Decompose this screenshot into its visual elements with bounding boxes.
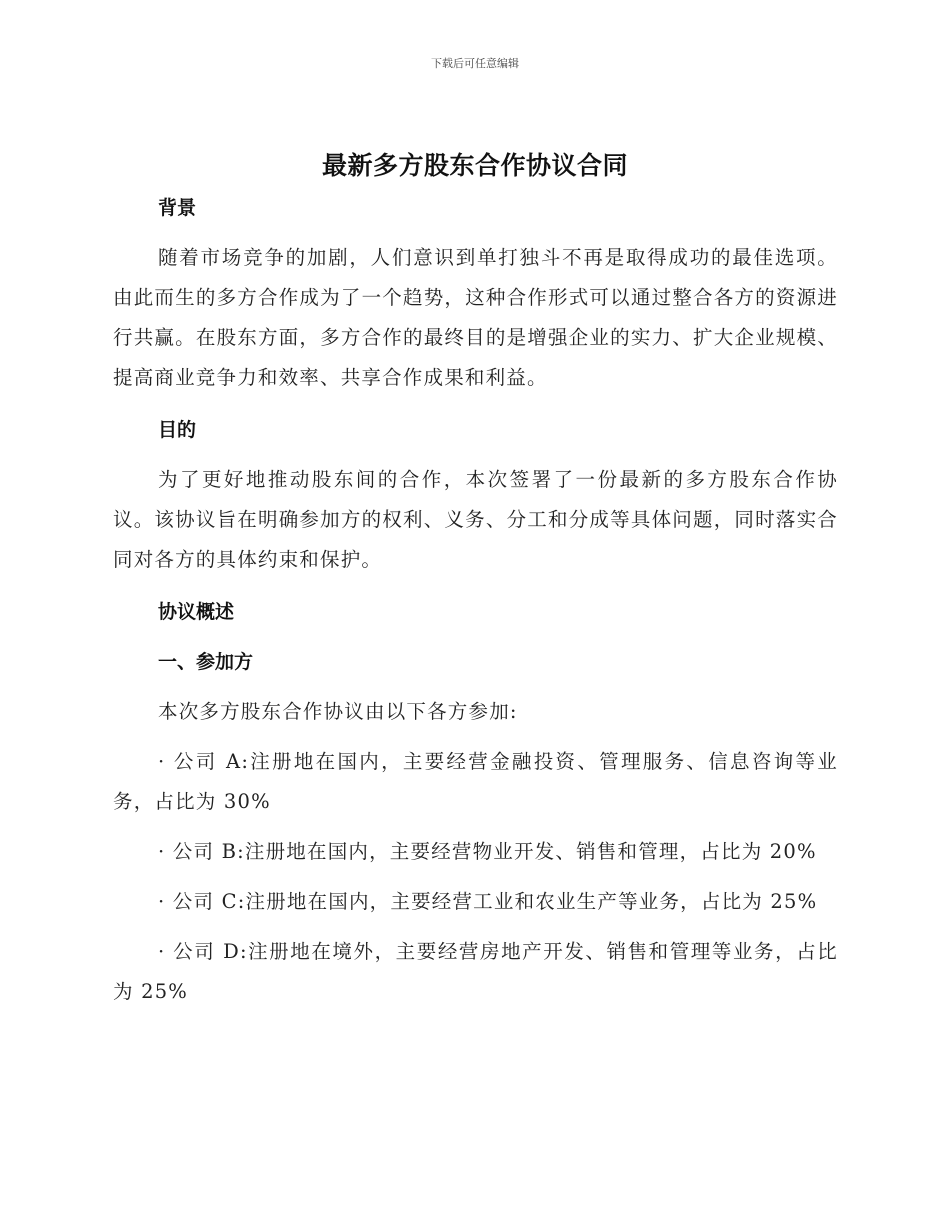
party-item-b: · 公司 B:注册地在国内，主要经营物业开发、销售和管理，占比为 20% [158, 840, 817, 863]
document-title: 最新多方股东合作协议合同 [321, 151, 628, 180]
section-heading-overview: 协议概述 [158, 601, 235, 623]
page-header-note: 下载后可任意编辑 [431, 57, 519, 70]
document-body [113, 188, 838, 1012]
party-item-d: · 公司 D:注册地在境外，主要经营房地产开发、销售和管理等业务，占比为 25% [113, 940, 838, 1003]
party-item-a: · 公司 A:注册地在国内，主要经营金融投资、管理服务、信息咨询等业务，占比为 30% [113, 750, 838, 813]
section-heading-purpose: 目的 [158, 419, 197, 441]
section-heading-background: 背景 [158, 197, 197, 219]
parties-intro-paragraph: 本次多方股东合作协议由以下各方参加: [158, 700, 518, 723]
section-heading-parties: 一、参加方 [158, 651, 254, 673]
background-paragraph: 随着市场竞争的加剧，人们意识到单打独斗不再是取得成功的最佳选项。由此而生的多方合作成为了一个趋势，这种合作形式可以通过整合各方的资源进行共赢。在股东方面，多方合作的最终目的是增强企业的实力、扩大企业规模、提高商业竞争力和效率、共享合作成果和利益。 [113, 246, 838, 389]
party-item-c: · 公司 C:注册地在国内，主要经营工业和农业生产等业务，占比为 25% [158, 890, 818, 913]
purpose-paragraph: 为了更好地推动股东间的合作，本次签署了一份最新的多方股东合作协议。该协议旨在明确参加方的权利、义务、分工和分成等具体问题，同时落实合同对各方的具体约束和保护。 [113, 468, 838, 571]
